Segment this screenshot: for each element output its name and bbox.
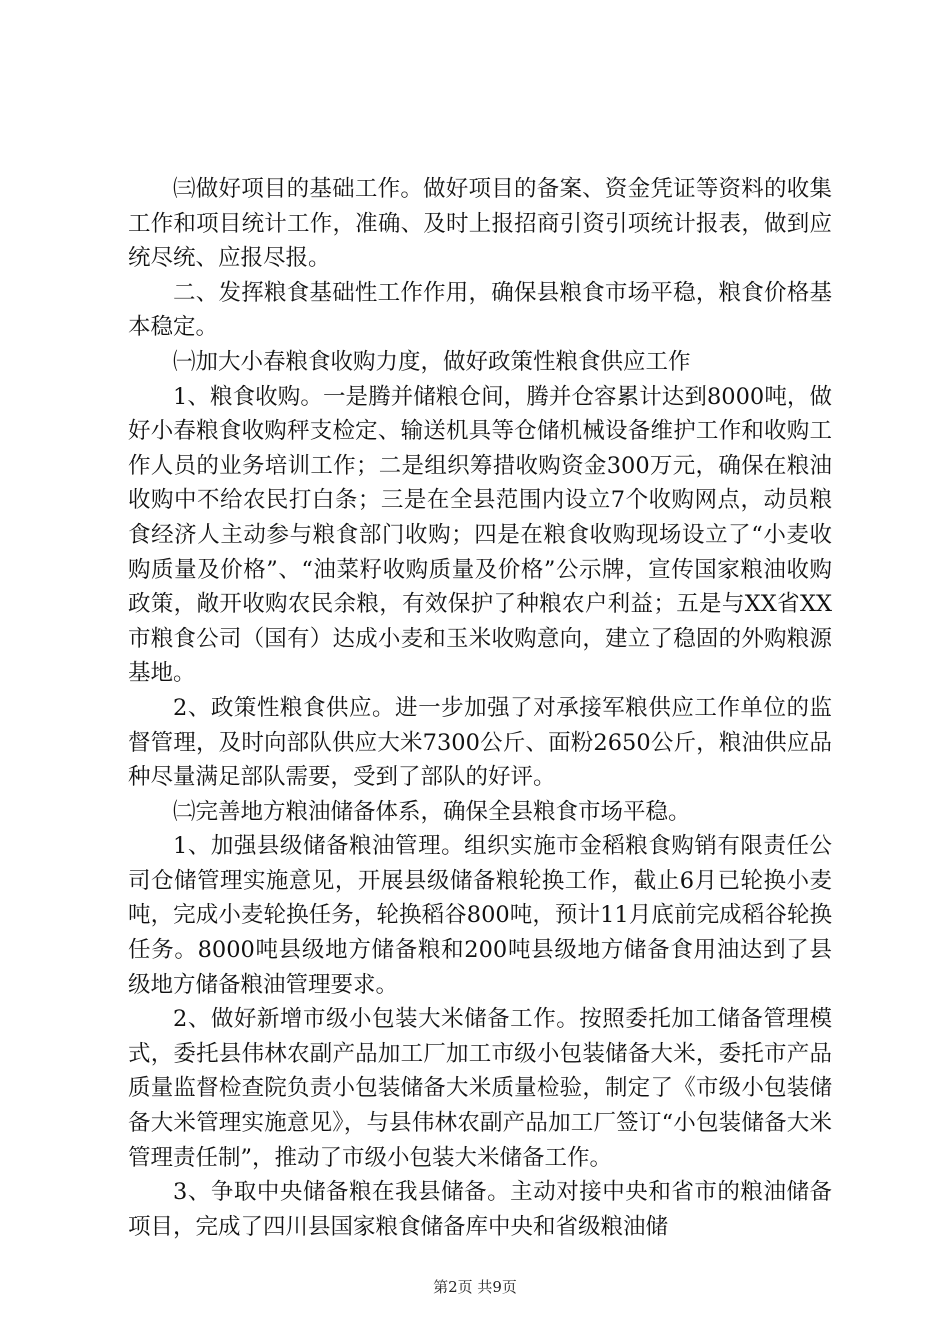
paragraph-city-rice-reserve: 2、做好新增市级小包装大米储备工作。按照委托加工储备管理模式，委托县伟林农副产品加工厂加工市级小包装储备大米，委托市产品质量监督检查院负责小包装储备大米质量检验，制定了《市级小包装储备大米管理实施意见》，与县伟林农副产品加工厂签订“小包装储备大米管理责任制”，推动了市级小包装大米储备工作。 [128,1006,832,1171]
paragraph-project-basics: ㈢做好项目的基础工作。做好项目的备案、资金凭证等资料的收集工作和项目统计工作，准确、及时上报招商引资引项统计报表，做到应统尽统、应报尽报。 [128,176,832,272]
paragraph-subsection-grain-purchase: ㈠加大小春粮食收购力度，做好政策性粮食供应工作 [173,348,691,375]
paragraph-policy-grain-supply: 2、政策性粮食供应。进一步加强了对承接军粮供应工作单位的监督管理，及时向部队供应大米7300公斤、面粉2650公斤，粮油供应品种尽量满足部队需要，受到了部队的好评。 [128,694,832,791]
paragraph-section-two-heading: 二、发挥粮食基础性工作作用，确保县粮食市场平稳，粮食价格基本稳定。 [128,279,832,341]
page-number-footer: 第2页 共9页 [433,1278,517,1296]
paragraph-subsection-reserve-system: ㈡完善地方粮油储备体系，确保全县粮食市场平稳。 [173,798,691,825]
paragraph-county-reserve-management: 1、加强县级储备粮油管理。组织实施市金稻粮食购销有限责任公司仓储管理实施意见，开展县级储备粮轮换工作，截止6月已轮换小麦吨，完成小麦轮换任务，轮换稻谷800吨，预计11月底前完成稻谷轮换任务。8000吨县级地方储备粮和200吨县级地方储备食用油达到了县级地方储备粮油管理要求。 [128,833,832,998]
paragraph-central-reserve: 3、争取中央储备粮在我县储备。主动对接中央和省市的粮油储备项目，完成了四川县国家粮食储备库中央和省级粮油储 [128,1179,832,1240]
paragraph-grain-purchase: 1、粮食收购。一是腾并储粮仓间，腾并仓容累计达到8000吨，做好小春粮食收购秤支检定、输送机具等仓储机械设备维护工作和收购工作人员的业务培训工作；二是组织筹措收购资金300万元，确保在粮油收购中不给农民打白条；三是在全县范围内设立7个收购网点，动员粮食经济人主动参与粮食部门收购；四是在粮食收购现场设立了“小麦收购质量及价格”、“油菜籽收购质量及价格”公示牌，宣传国家粮油收购政策，敞开收购农民余粮，有效保护了种粮农户利益；五是与XX省XX市粮食公司（国有）达成小麦和玉米收购意向，建立了稳固的外购粮源基地。 [128,383,832,687]
document-body [128,172,832,1244]
